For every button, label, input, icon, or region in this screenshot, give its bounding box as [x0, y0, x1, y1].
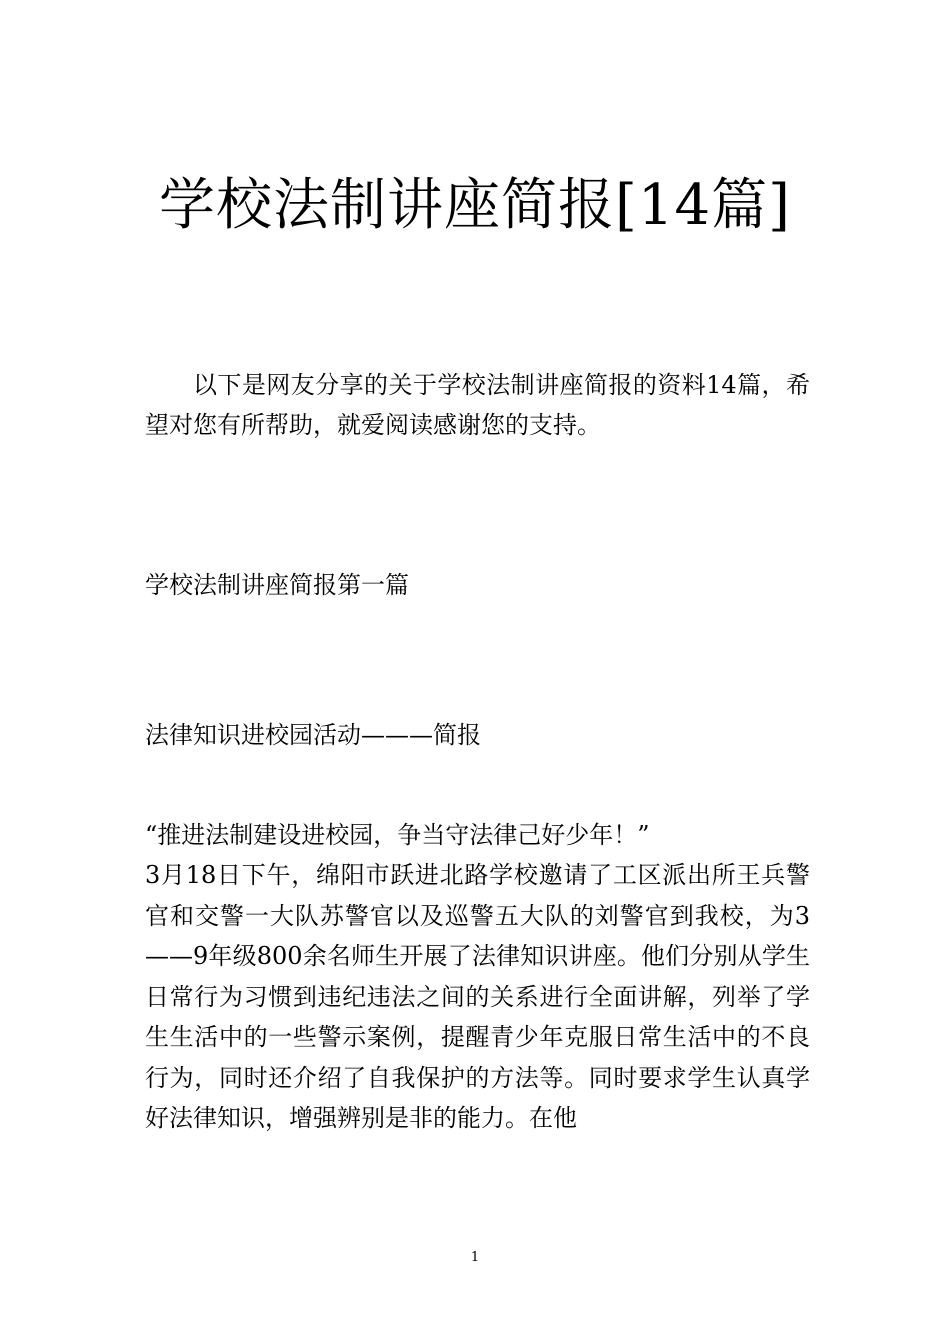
slogan-quote: “推进法制建设进校园，争当守法律己好少年！”	[145, 821, 650, 849]
page-number: 1	[470, 1250, 480, 1265]
article-paragraph: 3月18日下午，绵阳市跃进北路学校邀请了工区派出所王兵警官和交警一大队苏警官以及巡警五大队的刘警官到我校，为3——9年级800余名师生开展了法律知识讲座。他们分别从学生日常行为习惯到违纪违法之间的关系进行全面讲解，列举了学生生活中的一些警示案例，提醒青少年克服日常生活中的不良行为，同时还介绍了自我保护的方法等。同时要求学生认真学好法律知识，增强辨别是非的能力。在他	[145, 861, 810, 1132]
section-heading: 学校法制讲座简报第一篇	[145, 571, 409, 599]
report-title: 法律知识进校园活动———简报	[145, 721, 481, 749]
document-title: 学校法制讲座简报[14篇]	[159, 172, 791, 238]
intro-paragraph: 以下是网友分享的关于学校法制讲座简报的资料14篇，希望对您有所帮助，就爱阅读感谢您的支持。	[145, 371, 810, 439]
